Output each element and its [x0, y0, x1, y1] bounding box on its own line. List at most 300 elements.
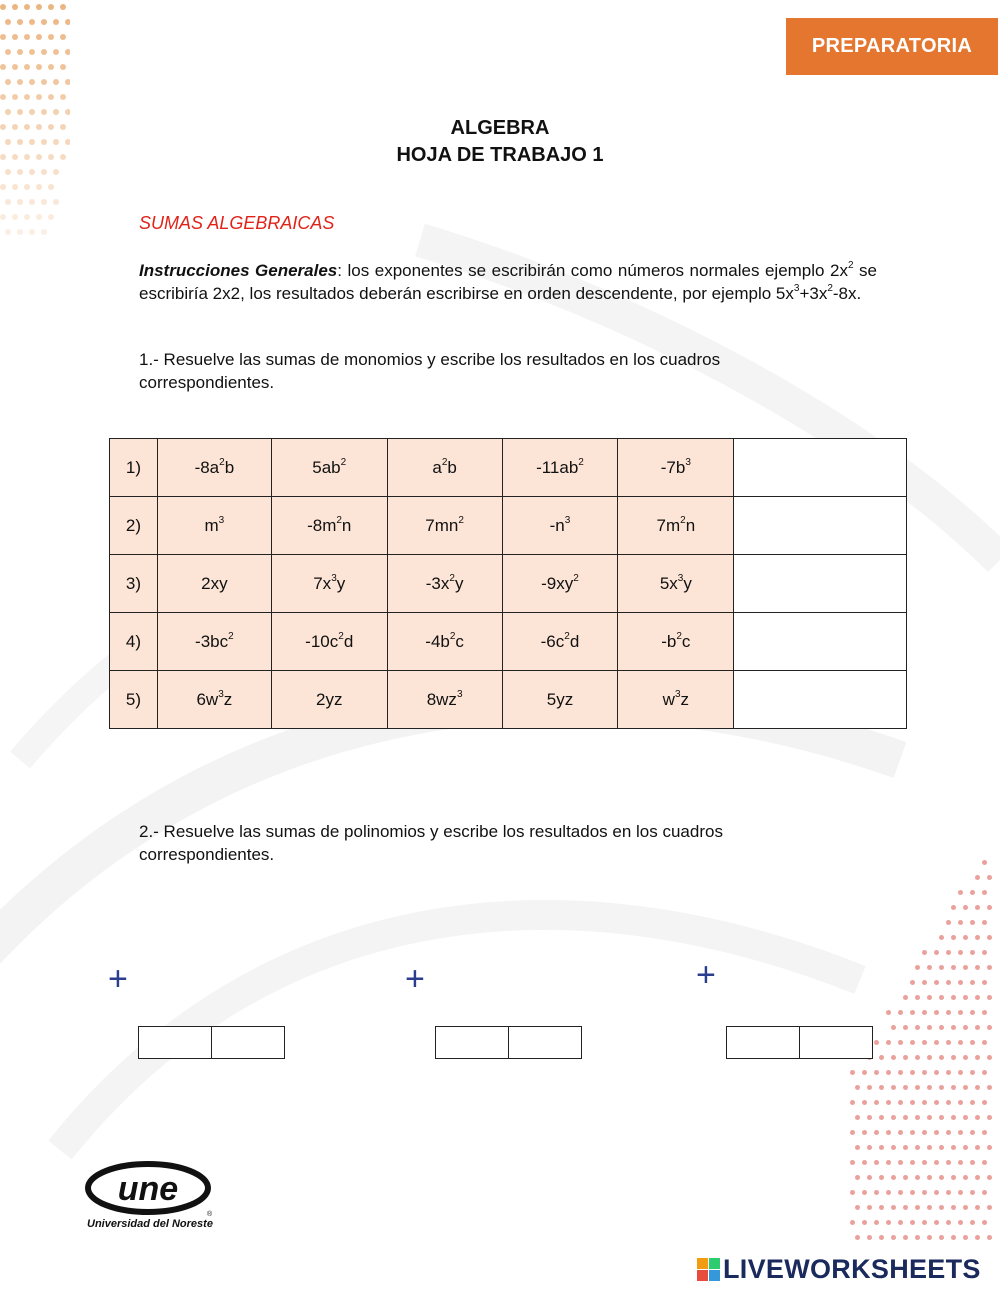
plus-sign-icon: + [405, 960, 425, 998]
table-row [110, 671, 907, 729]
decorative-dot [17, 49, 23, 55]
decorative-dot [958, 1220, 963, 1225]
monomial-term: $-7b^3$ [660, 456, 691, 477]
decorative-dot [951, 935, 956, 940]
decorative-dot [915, 1025, 920, 1030]
decorative-dot [891, 1115, 896, 1120]
decorative-dot [903, 1235, 908, 1240]
decorative-dot [879, 1205, 884, 1210]
decorative-dot [60, 4, 66, 10]
decorative-dot [5, 169, 11, 175]
decorative-dot [17, 199, 23, 205]
decorative-dot [975, 1145, 980, 1150]
answer-box[interactable] [138, 1026, 212, 1059]
monomial-term: $-11ab^2$ [536, 456, 584, 477]
liveworksheets-text: LIVEWORKSHEETS [723, 1254, 981, 1284]
decorative-dot [970, 1010, 975, 1015]
decorative-dot [939, 1145, 944, 1150]
decorative-dot [963, 1055, 968, 1060]
decorative-dot [886, 1040, 891, 1045]
decorative-dot [855, 1145, 860, 1150]
decorative-dot [975, 875, 980, 880]
decorative-dot [922, 1100, 927, 1105]
decorative-dot [867, 1205, 872, 1210]
decorative-dot [939, 965, 944, 970]
decorative-dot [958, 1160, 963, 1165]
decorative-dot [970, 1160, 975, 1165]
answer-boxes [138, 1026, 285, 1059]
decorative-dot [951, 1175, 956, 1180]
decorative-dot [951, 965, 956, 970]
decorative-dot [982, 950, 987, 955]
decorative-dot [910, 1160, 915, 1165]
decorative-dot [29, 109, 35, 115]
decorative-dot [48, 64, 54, 70]
decorative-dot [963, 905, 968, 910]
decorative-dot [886, 1070, 891, 1075]
decorative-dot [951, 1145, 956, 1150]
decorative-dot [915, 1235, 920, 1240]
decorative-dot [922, 980, 927, 985]
decorative-dot [0, 94, 6, 100]
monomial-term: $-3bc^2$ [195, 630, 234, 651]
decorative-dot [0, 184, 6, 190]
decorative-dot [65, 109, 70, 115]
decorative-dot [987, 1055, 992, 1060]
decorative-dot [922, 1160, 927, 1165]
monomial-term: $6w^3z$ [196, 688, 233, 709]
decorative-dot [867, 1085, 872, 1090]
logo-registered: ® [207, 1211, 213, 1218]
decorative-dot [927, 995, 932, 1000]
decorative-dot [879, 1085, 884, 1090]
decorative-dot [5, 109, 11, 115]
decorative-dot [975, 1235, 980, 1240]
decorative-dot [910, 1040, 915, 1045]
decorative-dot [850, 1160, 855, 1165]
decorative-dot [922, 1040, 927, 1045]
monomial-table [109, 438, 907, 729]
decorative-dot [886, 1010, 891, 1015]
monomial-cell [502, 671, 618, 729]
une-logo [85, 1160, 215, 1220]
decorative-dot [879, 1175, 884, 1180]
answer-boxes [726, 1026, 873, 1059]
row-label: 1) [110, 439, 158, 497]
decorative-dot [29, 49, 35, 55]
decorative-dot [963, 1205, 968, 1210]
decorative-dot [12, 214, 18, 220]
question-2: 2.- Resuelve las sumas de polinomios y escribe los resultados en los cuadros correspondientes. [139, 822, 723, 864]
decorative-dot [951, 1235, 956, 1240]
decorative-dot [48, 214, 54, 220]
decorative-dot [41, 199, 47, 205]
decorative-dot [970, 1220, 975, 1225]
decorative-dot [963, 935, 968, 940]
monomial-term: $5x^3y$ [659, 572, 692, 593]
decorative-dot [910, 1220, 915, 1225]
decorative-dot [879, 1145, 884, 1150]
decorative-dot [24, 184, 30, 190]
decorative-dot [29, 19, 35, 25]
decorative-dot [987, 1085, 992, 1090]
decorative-dot [975, 935, 980, 940]
decorative-dot [867, 1145, 872, 1150]
decorative-dot [862, 1070, 867, 1075]
decorative-dot [903, 1145, 908, 1150]
monomial-cell [618, 555, 734, 613]
monomial-term: $5ab^2$ [312, 456, 347, 477]
decorative-dot [48, 94, 54, 100]
decorative-dot [60, 94, 66, 100]
answer-boxes [435, 1026, 582, 1059]
answer-box[interactable] [734, 497, 907, 555]
answer-box[interactable] [212, 1026, 285, 1059]
decorative-dot [934, 1010, 939, 1015]
decorative-dot [987, 905, 992, 910]
decorative-dot [65, 79, 70, 85]
decorative-dot [946, 1130, 951, 1135]
decorative-dot [939, 1085, 944, 1090]
decorative-dot [874, 1220, 879, 1225]
decorative-dot [987, 1025, 992, 1030]
decorative-dot [0, 214, 6, 220]
decorative-dot [982, 890, 987, 895]
decorative-dot [886, 1100, 891, 1105]
decorative-dot [927, 1235, 932, 1240]
decorative-dot [987, 995, 992, 1000]
decorative-dot [41, 169, 47, 175]
decorative-dot [927, 1175, 932, 1180]
decorative-dot [17, 229, 23, 235]
answer-box[interactable] [726, 1026, 800, 1059]
answer-box[interactable] [734, 613, 907, 671]
decorative-dot [987, 1235, 992, 1240]
decorative-dot [946, 1010, 951, 1015]
decorative-dot [987, 1175, 992, 1180]
monomial-cell [271, 613, 387, 671]
decorative-dot [850, 1100, 855, 1105]
decorative-dot [975, 1205, 980, 1210]
decorative-dot [987, 1205, 992, 1210]
decorative-dot [970, 980, 975, 985]
decorative-dot [946, 1160, 951, 1165]
decorative-dot [36, 34, 42, 40]
page-subtitle: HOJA DE TRABAJO 1 [396, 144, 604, 166]
decorative-dot [41, 79, 47, 85]
monomial-term: $7mn^2$ [425, 514, 464, 535]
decorative-dot [915, 1145, 920, 1150]
decorative-dot [910, 1100, 915, 1105]
decorative-dot [53, 79, 59, 85]
table-row [110, 497, 907, 555]
decorative-dot [958, 1130, 963, 1135]
decorative-dot [958, 950, 963, 955]
decorative-dot [53, 19, 59, 25]
decorative-dot [5, 79, 11, 85]
monomial-cell [618, 439, 734, 497]
decorative-dot [982, 1220, 987, 1225]
decorative-dot [903, 1205, 908, 1210]
decorative-dot [958, 980, 963, 985]
row-label: 5) [110, 671, 158, 729]
decorative-dot [886, 1160, 891, 1165]
decorative-dot [903, 1115, 908, 1120]
decorative-dot [874, 1130, 879, 1135]
decorative-dot [939, 1205, 944, 1210]
decorative-dot [891, 1205, 896, 1210]
monomial-term: $-b^2c$ [661, 630, 691, 651]
decorative-dot [862, 1190, 867, 1195]
decorative-dot [874, 1040, 879, 1045]
decorative-dot [879, 1235, 884, 1240]
answer-box[interactable] [435, 1026, 509, 1059]
decorative-dot [903, 1025, 908, 1030]
decorative-dot [958, 890, 963, 895]
decorative-dot [963, 1175, 968, 1180]
decorative-dot [29, 229, 35, 235]
decorative-dot [934, 1130, 939, 1135]
monomial-term: $-n^3$ [549, 514, 571, 535]
decorative-dot [934, 1100, 939, 1105]
logo-text: une [117, 1170, 179, 1208]
decorative-dot [934, 980, 939, 985]
section-title: SUMAS ALGEBRAICAS [139, 213, 335, 233]
decorative-dot [17, 19, 23, 25]
decorative-dot [927, 1025, 932, 1030]
decorative-dot [970, 1130, 975, 1135]
decorative-dot [963, 1085, 968, 1090]
monomial-term: 2xy [201, 573, 228, 593]
decorative-dot [886, 1220, 891, 1225]
decorative-dot [975, 905, 980, 910]
decorative-dot [951, 905, 956, 910]
decorative-dot [898, 1190, 903, 1195]
decorative-dot [963, 1145, 968, 1150]
decorative-dot [910, 1190, 915, 1195]
decorative-dot [867, 1235, 872, 1240]
monomial-term: $-10c^2d$ [305, 630, 354, 651]
decorative-dot [29, 79, 35, 85]
question-1: 1.- Resuelve las sumas de monomios y escribe los resultados en los cuadros correspondientes. [139, 350, 721, 392]
monomial-term: $-8m^2n$ [307, 514, 352, 535]
decorative-dot [958, 1010, 963, 1015]
decorative-dot [862, 1100, 867, 1105]
monomial-cell [502, 613, 618, 671]
decorative-dot [36, 184, 42, 190]
decorative-dot [951, 1025, 956, 1030]
level-badge: PREPARATORIA [786, 18, 998, 75]
decorative-dot [970, 1100, 975, 1105]
decorative-dot [12, 4, 18, 10]
decorative-dot [915, 995, 920, 1000]
decorative-dot [951, 1055, 956, 1060]
decorative-dot [963, 965, 968, 970]
monomial-cell [157, 555, 271, 613]
monomial-cell [157, 613, 271, 671]
decorative-dot [17, 169, 23, 175]
decorative-dot [934, 1220, 939, 1225]
decorative-dot [958, 1070, 963, 1075]
decorative-dot [850, 1070, 855, 1075]
decorative-dot [939, 935, 944, 940]
decorative-dot [946, 1070, 951, 1075]
decorative-dot [891, 1025, 896, 1030]
decorative-dot [898, 1010, 903, 1015]
decorative-dot [867, 1175, 872, 1180]
decorative-dot [12, 94, 18, 100]
decorative-dot [41, 229, 47, 235]
monomial-cell [387, 439, 502, 497]
plus-sign-icon: + [108, 960, 128, 998]
decorative-dot [946, 980, 951, 985]
decorative-dot [41, 49, 47, 55]
decorative-dot [963, 1025, 968, 1030]
answer-box[interactable] [734, 555, 907, 613]
decorative-dot [951, 1115, 956, 1120]
logo-caption: Universidad del Noreste [87, 1218, 213, 1230]
decorative-dot [927, 1055, 932, 1060]
decorative-dot [17, 109, 23, 115]
decorative-dot [982, 1160, 987, 1165]
monomial-cell [157, 497, 271, 555]
decorative-dot [53, 199, 59, 205]
decorative-dot [0, 34, 6, 40]
decorative-dot [65, 49, 70, 55]
liveworksheets-icon [697, 1258, 720, 1281]
decorative-dot [48, 34, 54, 40]
decorative-dot [915, 1175, 920, 1180]
decorative-dot [874, 1100, 879, 1105]
monomial-term: $-9xy^2$ [541, 572, 579, 593]
monomial-cell [387, 613, 502, 671]
decorative-dot [987, 1115, 992, 1120]
decorative-dot [29, 199, 35, 205]
decorative-dot [903, 1085, 908, 1090]
decorative-dot [922, 1130, 927, 1135]
decorative-dot [939, 1115, 944, 1120]
monomial-term: 5yz [546, 689, 574, 709]
decorative-dot [12, 184, 18, 190]
monomial-cell [387, 497, 502, 555]
row-label: 3) [110, 555, 158, 613]
decorative-dot [982, 1190, 987, 1195]
decorative-dot [946, 1220, 951, 1225]
decorative-dot [982, 1070, 987, 1075]
monomial-cell [271, 439, 387, 497]
monomial-term: $-4b^2c$ [425, 630, 464, 651]
page-title: ALGEBRA [450, 117, 550, 139]
monomial-cell [387, 555, 502, 613]
decorative-dot [891, 1145, 896, 1150]
decorative-dot [891, 1055, 896, 1060]
decorative-dot [922, 1010, 927, 1015]
decorative-dot [910, 1130, 915, 1135]
decorative-dot [934, 950, 939, 955]
decorative-dot [946, 1100, 951, 1105]
plus-sign-icon: + [696, 956, 716, 994]
decorative-dot [922, 950, 927, 955]
decorative-dot [927, 1085, 932, 1090]
decorative-dot [946, 920, 951, 925]
decorative-dot [975, 1115, 980, 1120]
decorative-dot [927, 1205, 932, 1210]
decorative-dot [867, 1115, 872, 1120]
decorative-dot [862, 1160, 867, 1165]
decorative-dot [927, 965, 932, 970]
instructions-label: Instrucciones Generales [139, 261, 338, 280]
decorative-dot [982, 1010, 987, 1015]
decorative-dot [915, 1115, 920, 1120]
decorative-dot [874, 1190, 879, 1195]
decorative-dot [975, 965, 980, 970]
decorative-dot [982, 1100, 987, 1105]
monomial-cell [387, 671, 502, 729]
decorative-dot [891, 1085, 896, 1090]
decorative-dot [898, 1100, 903, 1105]
answer-box[interactable] [509, 1026, 582, 1059]
answer-box[interactable] [734, 439, 907, 497]
monomial-cell [502, 555, 618, 613]
decorative-dot [855, 1115, 860, 1120]
answer-box[interactable] [800, 1026, 873, 1059]
decorative-dot [29, 169, 35, 175]
decorative-dot [915, 1055, 920, 1060]
decorative-dot [934, 1160, 939, 1165]
decorative-dot [17, 79, 23, 85]
decorative-dot [850, 1220, 855, 1225]
monomial-cell [157, 671, 271, 729]
decorative-dot [48, 184, 54, 190]
decorative-dot [915, 1085, 920, 1090]
decorative-dot [5, 199, 11, 205]
decorative-dot [53, 169, 59, 175]
decorative-dot [939, 1025, 944, 1030]
decorative-dot [939, 1235, 944, 1240]
decorative-dot [910, 1010, 915, 1015]
decorative-dot [951, 1085, 956, 1090]
decorative-dot [922, 1190, 927, 1195]
decorative-dot [982, 980, 987, 985]
monomial-cell [157, 439, 271, 497]
monomial-term: $a^2b$ [432, 456, 457, 477]
monomial-cell [271, 671, 387, 729]
decorative-dot [36, 64, 42, 70]
decorative-dot [898, 1220, 903, 1225]
decorative-dot [855, 1205, 860, 1210]
decorative-dot [855, 1235, 860, 1240]
decorative-dot [963, 995, 968, 1000]
liveworksheets-brand [697, 1254, 981, 1285]
decorative-dot [975, 1055, 980, 1060]
decorative-dot [36, 4, 42, 10]
decorative-dot [963, 1235, 968, 1240]
decorative-dot [970, 1040, 975, 1045]
decorative-dot [922, 1220, 927, 1225]
answer-box[interactable] [734, 671, 907, 729]
decorative-dot [855, 1085, 860, 1090]
decorative-dot [934, 1190, 939, 1195]
monomial-term: $w^3z$ [662, 688, 689, 709]
decorative-dot [5, 49, 11, 55]
decorative-dot [987, 935, 992, 940]
decorative-dot [0, 64, 6, 70]
decorative-dot [958, 1190, 963, 1195]
decorative-dot [958, 1100, 963, 1105]
monomial-cell [502, 497, 618, 555]
decorative-dot [910, 980, 915, 985]
decorative-dot [24, 94, 30, 100]
